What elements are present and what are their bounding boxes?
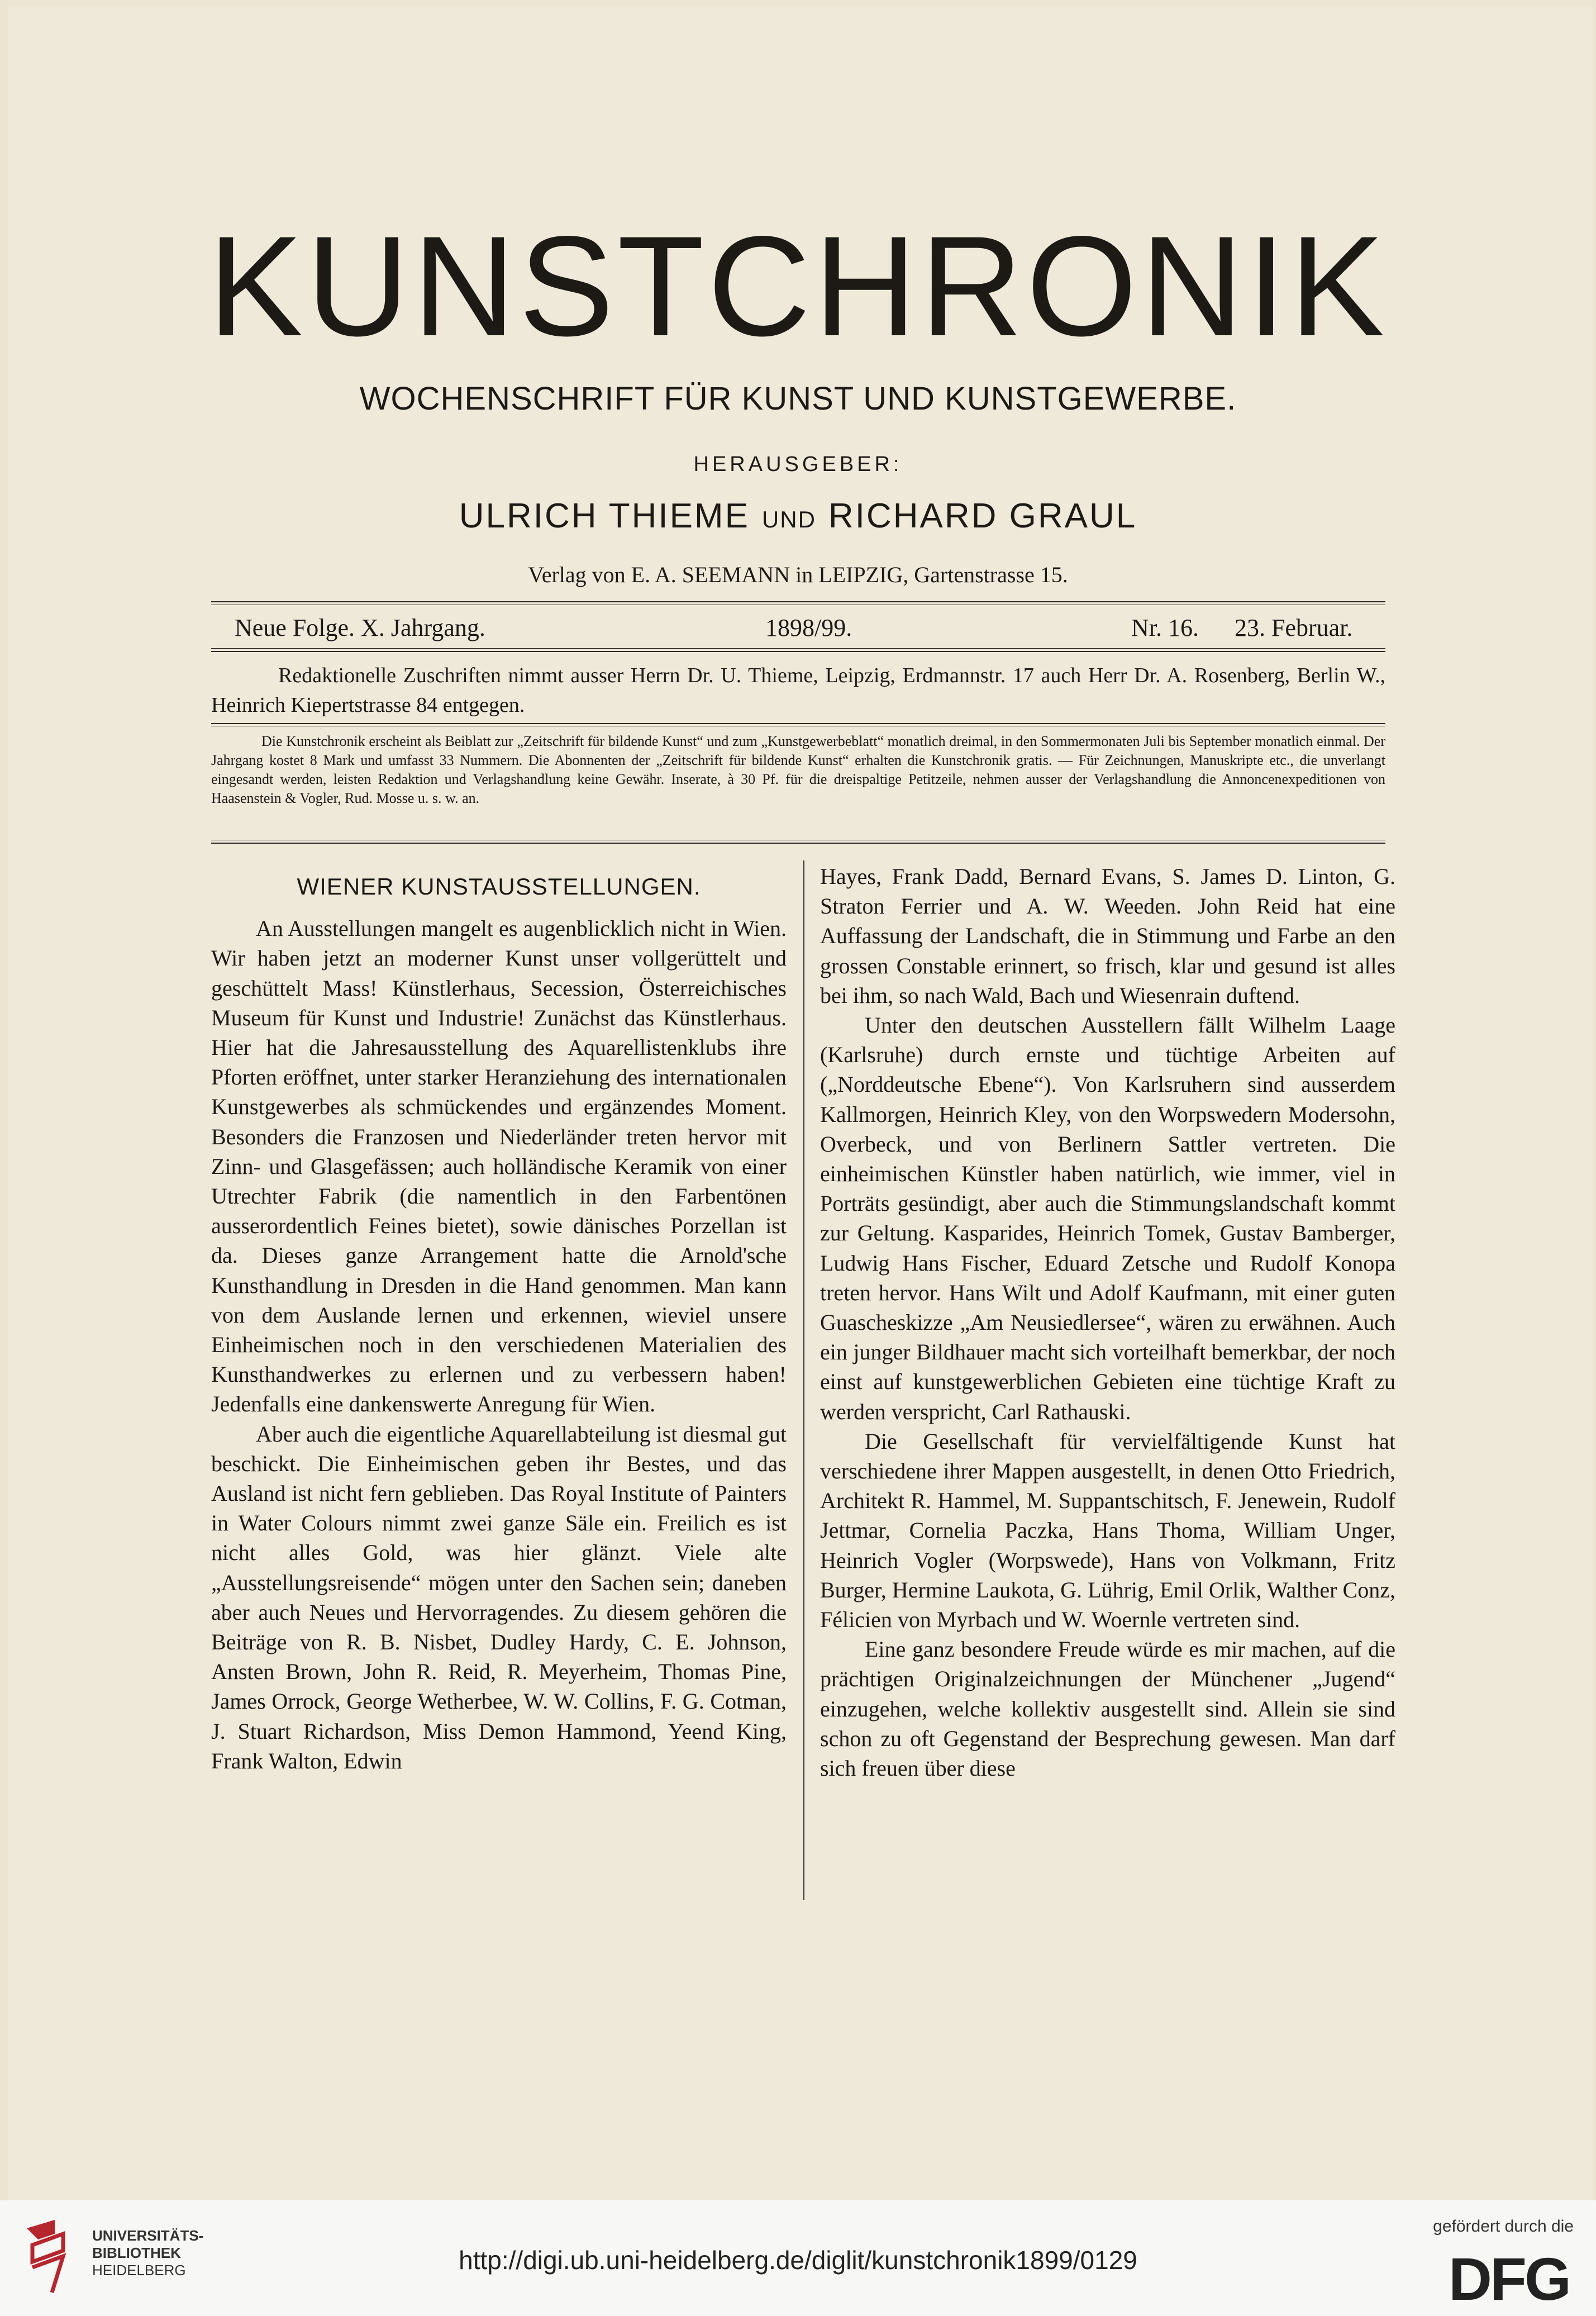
library-name-line: BIBLIOTHEK — [92, 2244, 181, 2261]
notice-rule-top — [211, 723, 1385, 724]
library-name-line: HEIDELBERG — [92, 2262, 186, 2279]
column-divider — [803, 860, 804, 1900]
article-paragraph: Die Gesellschaft für vervielfältigende Kunst hat verschiedene ihrer Mappen ausgestellt, in denen Otto Friedrich, Architekt R. Hammel, M. Suppantschitsch, F. Jenewein, Rudolf Jettmar, Cornelia Paczka, Hans Thoma, William Unger, Heinrich Vogler (Worpswede), Hans von Volkmann, Fritz Burger, Hermine Laukota, G. Lührig, Emil Orlik, Walther Conz, Félicien von Myrbach und W. Woernle vertreten sind. — [820, 1428, 1395, 1633]
editor-graul: RICHARD GRAUL — [828, 497, 1137, 535]
article-left-column — [211, 862, 787, 1776]
herausgeber-label: HERAUSGEBER: — [693, 453, 903, 476]
article-paragraph: Unter den deutschen Ausstellern fällt Wilhelm Laage (Karlsruhe) durch ernste und tüchtige Arbeiten auf („Norddeutsche Ebene“). Von Karlsruhern sind ausserdem Kallmorgen, Heinrich Kley, von den Worpswedern Modersohn, Overbeck, und von Berlinern Sattler vertreten. Die einheimischen Künstler haben natürlich, wie immer, viel in Porträts gesündigt, aber auch die Stimmungslandschaft kommt zur Geltung. Kasparides, Heinrich Tomek, Gustav Bamberger, Ludwig Hans Fischer, Eduard Zetsche und Rudolf Konopa treten hervor. Hans Wilt und Adolf Kaufmann, mit einer guten Guascheskizze „Am Neusiedlersee“, wären zu erwähnen. Auch ein junger Bildhauer macht sich vorteilhaft bemerkbar, der noch einst auf kunstgewerblichen Gebieten eine tüchtige Kraft zu werden verspricht, Carl Rathauski. — [820, 1012, 1395, 1424]
article-paragraph: Eine ganz besondere Freude würde es mir machen, auf die prächtigen Originalzeichnungen der Münchener „Jugend“ einzugehen, welche kollektiv ausgestellt sind. Allein sie sind schon zu oft Gegenstand der Besprechung gewesen. Man darf sich freuen über diese — [820, 1637, 1395, 1781]
issue-number: Nr. 16. — [1131, 614, 1199, 641]
info-rule-thin — [211, 648, 1385, 649]
masthead-subtitle: WOCHENSCHRIFT FÜR KUNST UND KUNSTGEWERBE. — [359, 381, 1237, 417]
viewer-footer — [0, 2200, 1596, 2316]
permalink-url[interactable]: http://digi.ub.uni-heidelberg.de/diglit/kunstchronik1899/0129 — [459, 2246, 1137, 2275]
subscription-notice-text: Die Kunstchronik erscheint als Beiblatt zur „Zeitschrift für bildende Kunst“ und zum „Kunstgewerbeblatt“ monatlich dreimal, in den Sommermonaten Juli bis September monatlich einmal. Der Jahrgang kostet 8 Mark und umfasst 33 Nummern. Die Abonnenten der „Zeitschrift für bildende Kunst“ erhalten die Kunstchronik gratis. — Für Zeichnungen, Manuskripte etc., die unverlangt eingesandt werden, leisten Redaktion und Verlagshandlung keine Gewähr. Inserate, à 30 Pf. für die dreispaltige Petitzeile, nehmen ausser der Verlagshandlung die Annoncenexpeditionen von Haasenstein & Vogler, Rud. Mosse u. s. w. an. — [211, 733, 1385, 806]
issue-series: Neue Folge. X. Jahrgang. — [235, 614, 485, 641]
editor-thieme: ULRICH THIEME — [459, 497, 750, 535]
editorial-note — [211, 661, 1385, 720]
publisher-line: Verlag von E. A. SEEMANN in LEIPZIG, Gartenstrasse 15. — [528, 562, 1068, 587]
issue-year: 1898/99. — [765, 614, 852, 641]
editor-and: UND — [761, 506, 816, 532]
subscription-notice — [211, 732, 1385, 808]
article-paragraph: An Ausstellungen mangelt es augenblicklich nicht in Wien. Wir haben jetzt an moderner Kunst unser vollgerüttelt und geschüttelt Mass! Künstlerhaus, Secession, Österreichisches Museum für Kunst und Industrie! Zunächst das Künstlerhaus. Hier hat die Jahresausstellung des Aquarellistenklubs ihre Pforten eröffnet, unter starker Heranziehung des internationalen Kunstgewerbes als schmückendes und ergänzendes Moment. Besonders die Franzosen und Niederländer treten hervor mit Zinn- und Glasgefässen; auch holländische Keramik von einer Utrechter Fabrik (die namentlich in den Farbentönen ausserordentlich Feines bietet), sowie dänisches Porzellan ist da. Dieses ganze Arrangement hatte die Arnold'sche Kunsthandlung in Dresden in die Hand genommen. Man kann von dem Auslande lernen und erkennen, wieviel unsere Einheimischen noch in den verschiedenen Materialien des Kunsthandwerkes zu erlernen und zu verbessern haben! Jedenfalls eine dankenswerte Anregung für Wien. — [211, 916, 787, 1417]
article-paragraph: Hayes, Frank Dadd, Bernard Evans, S. James D. Linton, G. Straton Ferrier und A. W. Weeden. John Reid hat eine Auffassung der Landschaft, die in Stimmung und Farbe an den grossen Constable erinnert, so frisch, klar und gesund ist alles bei ihm, so nach Wald, Bach und Wiesenrain duftend. — [820, 864, 1395, 1008]
article-paragraph: Aber auch die eigentliche Aquarellabteilung ist diesmal gut beschickt. Die Einheimischen geben ihr Bestes, und das Ausland ist nicht fern geblieben. Das Royal Institute of Painters in Water Colours nimmt zwei ganze Säle ein. Freilich es ist nicht alles Gold, was hier glänzt. Viele alte „Ausstellungsreisende“ mögen unter den Sachen sein; daneben aber auch Neues und Hervorragendes. Zu diesem gehören die Beiträge von R. B. Nisbet, Dudley Hardy, C. E. Johnson, Ansten Brown, John R. Reid, R. Meyerheim, Thomas Pine, James Orrock, George Wetherbee, W. W. Collins, F. G. Cotman, J. Stuart Richardson, Miss Demon Hammond, Yeend King, Frank Walton, Edwin — [211, 1421, 787, 1773]
editorial-note-text: Redaktionelle Zuschriften nimmt ausser Herrn Dr. U. Thieme, Leipzig, Erdmannstr. 17 auch Herr Dr. A. Rosenberg, Berlin W., Heinrich Kiepertstrasse 84 entgegen. — [211, 664, 1385, 717]
editors-line — [0, 496, 1596, 536]
article-right-column — [820, 862, 1395, 1783]
issue-info-bar — [235, 614, 1363, 645]
info-rule — [211, 651, 1385, 652]
top-rule — [211, 601, 1385, 602]
dfg-logo[interactable]: DFG — [1449, 2245, 1569, 2313]
sponsor-note: gefördert durch die — [1433, 2217, 1574, 2236]
masthead-title: KUNSTCHRONIK — [208, 207, 1388, 366]
library-name-line: UNIVERSITÄTS- — [92, 2227, 204, 2244]
notice-rule-bottom — [211, 843, 1385, 844]
issue-date: 23. Februar. — [1235, 614, 1353, 641]
article-heading: WIENER KUNSTAUSSTELLUNGEN. — [297, 873, 701, 900]
